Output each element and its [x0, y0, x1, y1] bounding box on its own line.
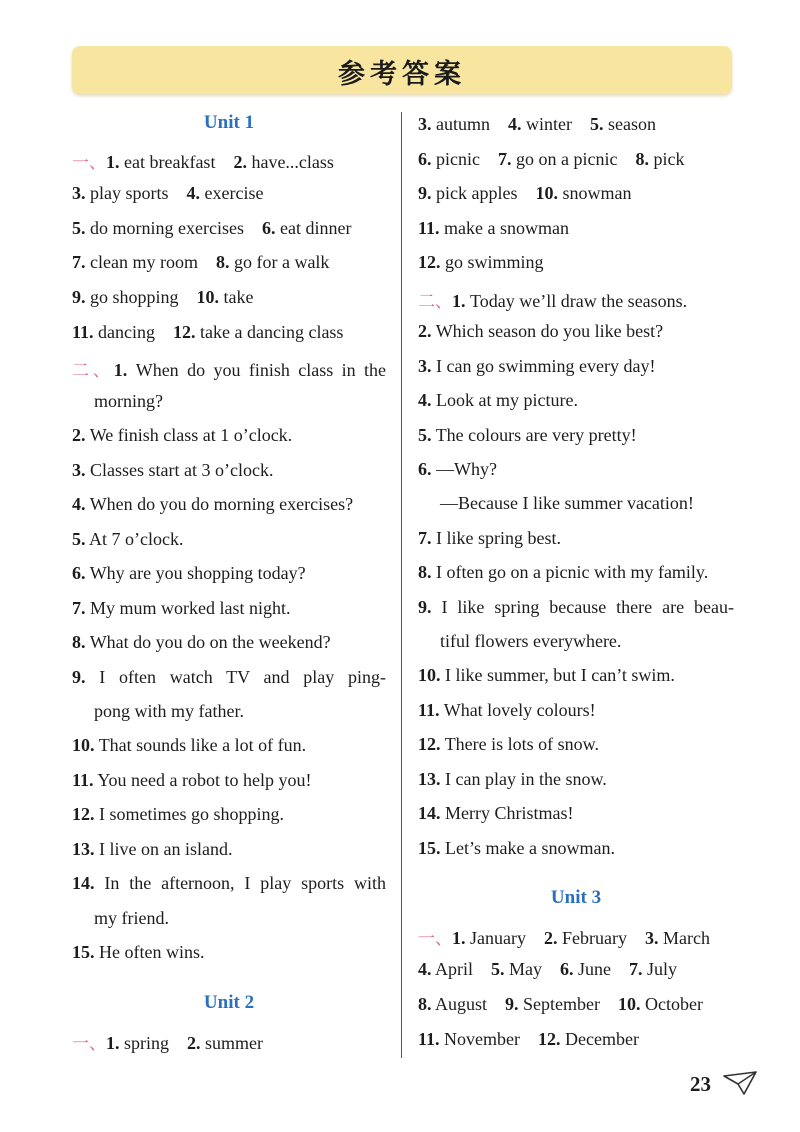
answer-line: 10. That sounds like a lot of fun. [72, 735, 307, 755]
answer-line: 8. August 9. September 10. October [418, 994, 703, 1014]
answer-line-cont: morning? [94, 391, 163, 411]
answer-line: 6. picnic 7. go on a picnic 8. pick [418, 149, 685, 169]
answer-line: 15. He often wins. [72, 942, 205, 962]
answer-line: 13. I can play in the snow. [418, 769, 607, 789]
answer-line: 12. There is lots of snow. [418, 734, 599, 754]
answer-line: 15. Let’s make a snowman. [418, 838, 615, 858]
answer-line: 8. I often go on a picnic with my family. [418, 562, 709, 582]
answer-line: 9. go shopping 10. take [72, 287, 254, 307]
answer-line: 14. In the afternoon, I play sports with [72, 873, 387, 893]
answer-line: 4. When do you do morning exercises? [72, 494, 354, 514]
answer-line: 4. April 5. May 6. June 7. July [418, 959, 678, 979]
answer-line: 3. autumn 4. winter 5. season [418, 114, 656, 134]
answer-line: 2. Which season do you like best? [418, 321, 664, 341]
answer-line: 9. I like spring because there are beau- [418, 597, 734, 617]
answer-line: 11. make a snowman [418, 218, 569, 238]
answer-line: 3. Classes start at 3 o’clock. [72, 460, 274, 480]
unit-1-heading: Unit 1 [203, 112, 255, 133]
answer-line: 二、1. Today we’ll draw the seasons. [418, 291, 688, 312]
answer-line: 6. Why are you shopping today? [72, 563, 306, 583]
answer-line: 二、1. When do you finish class in the [72, 360, 387, 381]
answer-line-cont: my friend. [94, 908, 169, 928]
answer-line-cont: tiful flowers everywhere. [440, 631, 622, 651]
unit-2-heading: Unit 2 [203, 992, 255, 1013]
unit-3-heading: Unit 3 [550, 887, 602, 908]
answer-line: 10. I like summer, but I can’t swim. [418, 665, 675, 685]
answer-line: 一、1. January 2. February 3. March [418, 928, 710, 949]
answer-line: 3. I can go swimming every day! [418, 356, 656, 376]
answer-line: 9. pick apples 10. snowman [418, 183, 632, 203]
answer-line: 一、1. spring 2. summer [72, 1033, 263, 1054]
answer-line: 4. Look at my picture. [418, 390, 578, 410]
answer-line: 一、1. eat breakfast 2. have...class [72, 152, 334, 173]
page-number: 23 [690, 1072, 711, 1096]
page-title: 参考答案 [338, 59, 466, 90]
answer-line: 7. clean my room 8. go for a walk [72, 252, 330, 272]
answer-line: 7. My mum worked last night. [72, 598, 291, 618]
answer-line: 12. I sometimes go shopping. [72, 804, 284, 824]
answer-line: 12. go swimming [418, 252, 544, 272]
answer-line: 6. —Why? [418, 459, 497, 479]
answer-line: 3. play sports 4. exercise [72, 183, 264, 203]
answer-line: 8. What do you do on the weekend? [72, 632, 331, 652]
answer-line: 2. We finish class at 1 o’clock. [72, 425, 293, 445]
answer-line: 5. At 7 o’clock. [72, 529, 184, 549]
answer-line-cont: pong with my father. [94, 701, 244, 721]
answer-line: 5. do morning exercises 6. eat dinner [72, 218, 352, 238]
answer-line: 11. You need a robot to help you! [72, 770, 312, 790]
answer-line: 11. What lovely colours! [418, 700, 596, 720]
answer-line-cont: —Because I like summer vacation! [440, 493, 694, 513]
answer-line: 11. dancing 12. take a dancing class [72, 322, 344, 342]
answer-line: 11. November 12. December [418, 1029, 639, 1049]
answer-line: 13. I live on an island. [72, 839, 233, 859]
column-divider [401, 112, 402, 1058]
title-banner [72, 46, 732, 94]
answer-line: 5. The colours are very pretty! [418, 425, 637, 445]
answer-line: 7. I like spring best. [418, 528, 561, 548]
answer-line: 9. I often watch TV and play ping- [72, 667, 386, 687]
paper-plane-icon [722, 1070, 758, 1096]
answer-line: 14. Merry Christmas! [418, 803, 574, 823]
